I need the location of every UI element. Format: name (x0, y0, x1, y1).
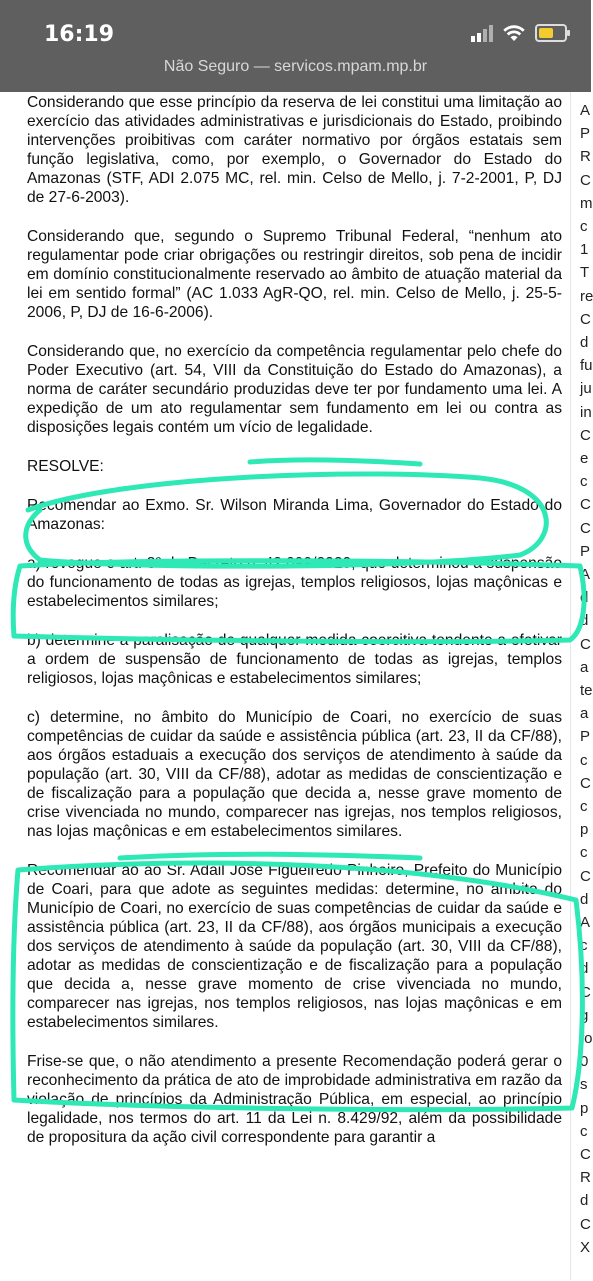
right-column-fragment: C (580, 867, 591, 885)
right-column-fragment: p (580, 1099, 589, 1117)
wifi-icon (503, 24, 525, 42)
right-column-fragment: 1 (580, 241, 589, 259)
right-column-fragment: fu (580, 357, 593, 375)
right-column-fragment: c (580, 473, 588, 491)
right-column-fragment: ju (580, 380, 592, 398)
status-icons (471, 24, 567, 42)
right-column-fragment: C (580, 1215, 591, 1233)
paragraph-recomendar-prefeito: Recomendar ao ao Sr. Adail José Figueiredo Pinheiro, Prefeito do Município de Coari, para que adote as seguintes medidas: determine, no âmbito do Município de Coari, no exercício de suas competências de cuidar da saúde e assistência pública (art. 23, II da CF/88), aos órgãos municipais a execução dos serviços de atendimento à saúde da população (art. 30, VIII da CF/88), adotar as medidas de conscientização e de fiscalização para a população que decida a, nesse grave momento de crise vivenciada no mundo, comparecer nas igrejas, nos templos religiosos, nas lojas maçônicas e em estabelecimentos similares. (27, 862, 562, 1031)
right-column-fragment: C (580, 171, 591, 189)
right-column-fragment: fo (580, 1030, 593, 1047)
right-column-fragment: C (580, 496, 591, 514)
right-column-fragment: c (580, 751, 588, 769)
right-column-fragment: d (580, 960, 589, 978)
right-column-fragment: P (580, 542, 591, 560)
item-b: b) determine a paralisação de qualquer medida coercitiva tendente a efetivar a ordem de suspensão de funcionamento de todas as igrejas, templos religiosos, lojas maçônicas e estabelecimentos similares; (27, 632, 562, 687)
right-column-fragment: A (580, 566, 591, 583)
item-c: c) determine, no âmbito do Município de Coari, no exercício de suas competências de cuidar da saúde e assistência pública (art. 23, II da CF/88), aos órgãos estaduais a execução dos serviços de atendimento à saúde da população (art. 30, VIII da CF/88), adotar as medidas de conscientização e de fiscalização para a população que decida a, nesse grave momento de crise vivenciada no mundo, comparecer nas igrejas, nos templos religiosos, nas lojas maçônicas e em estabelecimentos similares. (27, 709, 562, 840)
right-column-fragment: P (580, 728, 591, 746)
right-column-fragment: c (580, 218, 588, 235)
right-column-fragment: P (580, 125, 591, 143)
right-column-fragment: C (580, 1146, 591, 1163)
right-column-fragment: d (580, 612, 589, 630)
right-column-fragment: C (580, 519, 591, 537)
right-column-fragment: T (580, 264, 590, 282)
right-column-fragment: te (580, 682, 593, 699)
right-column-fragment: c (580, 937, 588, 955)
right-column-fragment: C (580, 426, 591, 444)
url-separator: — (249, 58, 275, 75)
right-column-fragment: d (580, 1192, 589, 1210)
right-column-fragment: R (580, 148, 591, 166)
address-bar[interactable] (0, 58, 591, 76)
document-body (27, 93, 562, 1281)
domain-label: servicos.mpam.mp.br (274, 58, 428, 75)
item-a: a) revogue o art. 3º do Decreto n. 42.099/2020, que determinou a suspensão do funcionamento de todas as igrejas, templos religiosos, lojas maçônicas e estabelecimentos similares; (27, 555, 562, 610)
right-column-fragment: d (580, 890, 589, 908)
paragraph-recomendar-governador: Recomendar ao Exmo. Sr. Wilson Miranda Lima, Governador do Estado do Amazonas: (27, 497, 562, 533)
right-column-fragment: a (580, 705, 589, 723)
right-column-fragment: p (580, 821, 589, 839)
status-time: 16:19 (44, 22, 115, 47)
right-column-fragment: C (580, 983, 591, 1001)
paragraph-competencia: Considerando que, no exercício da competência regulamentar pelo chefe do Poder Executivo (art. 54, VIII da Constituição do Estado do Amazonas), a norma de caráter secundário produzidas deve ter por fundamento uma lei. A expedição de um ato regulamentar sem fundamento em lei ou contra as disposições legais contém um vício de legalidade. (27, 343, 562, 436)
paragraph-frise: Frise-se que, o não atendimento a presente Recomendação poderá gerar o reconhecimento da prática de ato de improbidade administrativa em razão da violação de princípios da Administração Pública, em especial, ao princípio legalidade, nos termos do art. 11 da Lei n. 8.429/92, além da possibilidade de propositura da ação civil correspondente para garantir a (27, 1053, 562, 1146)
right-column-fragment: e (580, 450, 589, 467)
right-column-fragment: re (580, 287, 593, 305)
right-column-fragment: C (580, 310, 591, 328)
right-column-fragment: d (580, 589, 589, 607)
right-column-fragment: A (580, 102, 591, 119)
battery-icon (535, 24, 567, 42)
right-column-fragment: a (580, 658, 589, 676)
right-column-fragment: c (580, 844, 588, 862)
security-label: Não Seguro (163, 58, 250, 75)
paragraph-reserva-lei: Considerando que esse princípio da reserva de lei constitui uma limitação ao exercício das atividades administrativas e jurisdicionais do Estado, proibindo intervenções proibitivas com caráter normativo por órgãos estatais sem função legislativa, como, por exemplo, o Governador do Estado do Amazonas (STF, ADI 2.075 MC, rel. min. Celso de Mello, j. 7-2-2001, P, DJ de 27-6-2003). (27, 94, 562, 206)
right-column-fragment: X (580, 1238, 591, 1256)
right-column-fragment: g (580, 1006, 589, 1024)
cellular-signal-icon (471, 24, 493, 42)
right-column-fragment: 0 (580, 1053, 589, 1071)
right-column-fragment: R (580, 1169, 591, 1187)
adjacent-column-clipped (570, 92, 592, 1280)
right-column-fragment: s (580, 1076, 588, 1094)
right-column-fragment: m (580, 194, 593, 212)
right-column-fragment: c (580, 798, 588, 815)
resolve-heading: RESOLVE: (27, 458, 104, 475)
paragraph-stf: Considerando que, segundo o Supremo Tribunal Federal, “nenhum ato regulamentar pode criar obrigações ou restringir direitos, sob pena de incidir em domínio constitucionalmente reservado ao âmbito de atuação material da lei em sentido formal” (AC 1.033 AgR-QO, rel. min. Celso de Mello, j. 25-5-2006, P, DJ de 16-6-2006). (27, 228, 562, 321)
right-column-fragment: A (580, 914, 591, 931)
right-column-fragment: c (580, 1122, 588, 1140)
right-column-fragment: in (580, 403, 592, 421)
right-column-fragment: d (580, 334, 589, 351)
browser-top-bar (0, 0, 591, 92)
right-column-fragment: C (580, 774, 591, 792)
right-column-fragment: C (580, 635, 591, 653)
